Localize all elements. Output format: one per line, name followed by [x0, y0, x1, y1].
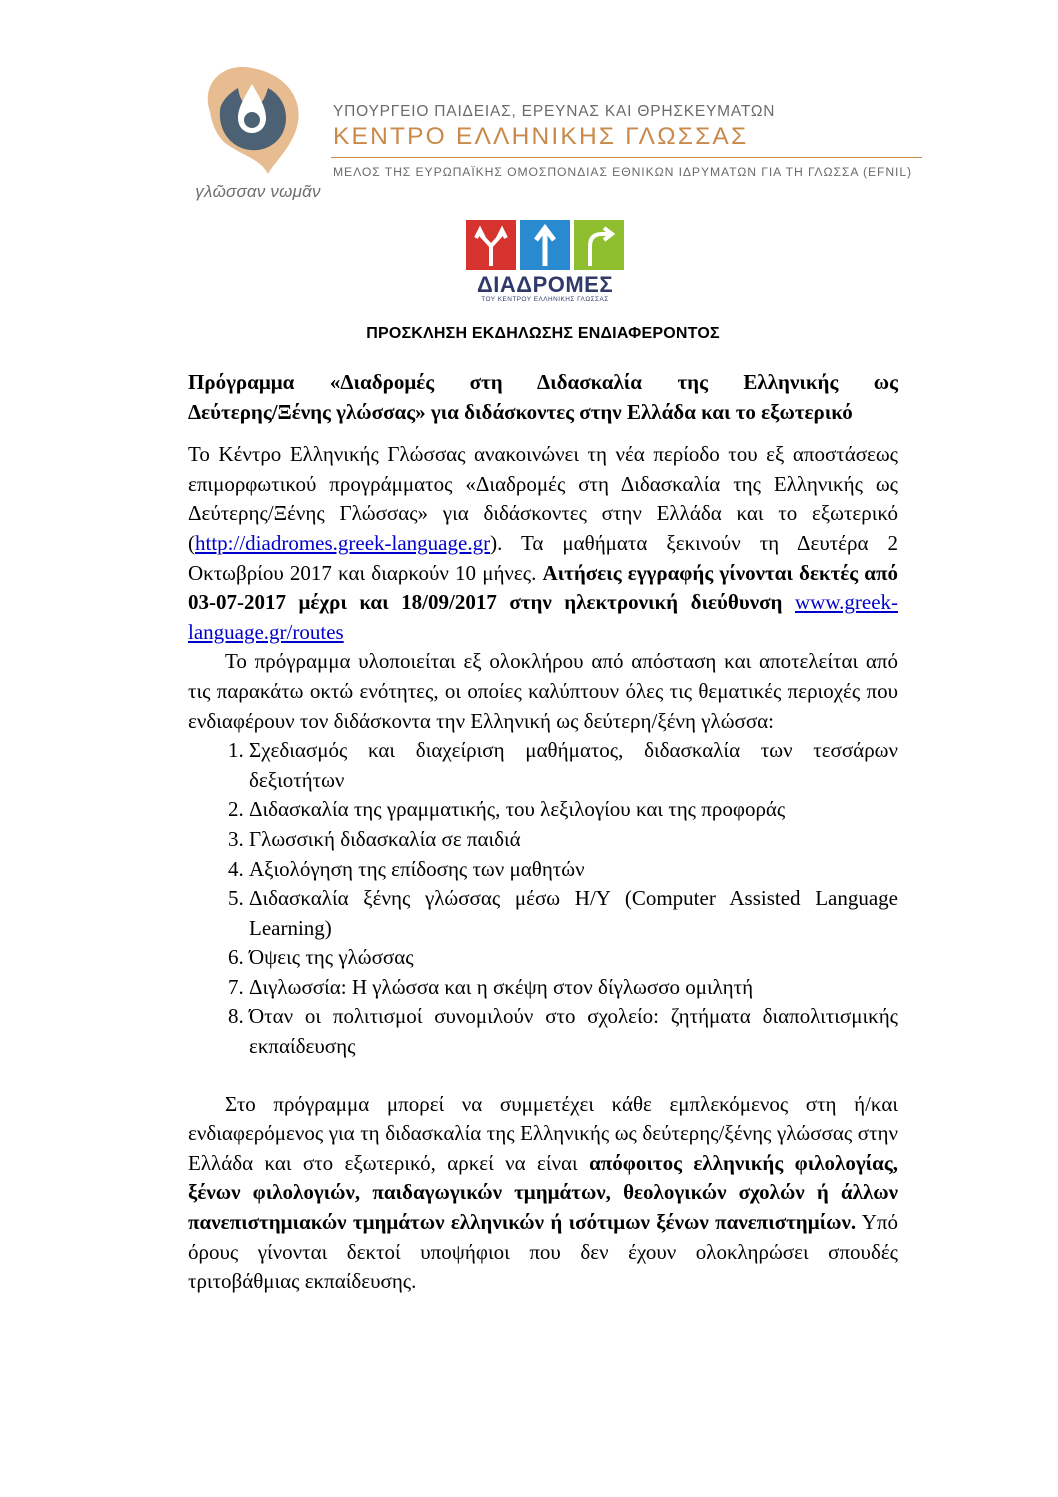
document-heading: ΠΡΟΣΚΛΗΣΗ ΕΚΔΗΛΩΣΗΣ ΕΝΔΙΑΦΕΡΟΝΤΟΣ: [366, 325, 720, 342]
program-title-line-1: Πρόγραμμα «Διαδρομές στη Διδασκαλία της Ελληνικής ως: [188, 370, 898, 394]
intro-text-1: Το Κέντρο Ελληνικής Γλώσσας ανακοινώνει τη νέα περίοδο του εξ αποστάσεως επιμορφωτικού προγράμματος «Διαδρομές στη Διδασκαλία της Ελληνικής ως Δεύτερης/Ξένης Γλώσσας» για διδάσκοντες στην Ελλάδα και το εξωτερικό (: [188, 442, 898, 555]
list-item: 5. Διδασκαλία ξένης γλώσσας μέσω Η/Υ (Computer Assisted Language Learning): [249, 884, 898, 943]
list-item: 3. Γλωσσική διδασκαλία σε παιδιά: [249, 825, 898, 855]
list-item: 7. Διγλωσσία: Η γλώσσα και η σκέψη στον δίγλωσσο ομιλητή: [249, 973, 898, 1003]
letterhead: [0, 0, 1058, 210]
intro-text-2: ). Τα μαθήματα ξεκινούν τη Δευτέρα 2 Οκτωβρίου 2017 και διαρκούν 10 μήνες.: [188, 530, 898, 585]
routes-logo-subtitle: ΤΟΥ ΚΕΝΤΡΟΥ ΕΛΛΗΝΙΚΗΣ ΓΛΩΣΣΑΣ: [481, 296, 609, 303]
routes-link[interactable]: www.greek-language.gr/routes: [188, 590, 899, 644]
eligibility-text-1: Στο πρόγραμμα μπορεί να συμμετέχει κάθε εμπλεκόμενος στη ή/και ενδιαφερόμενος για τη διδασκαλία της Ελληνικής ως δεύτερης/ξένης γλώσσας στην Ελλάδα και στο εξωτερικό, αρκεί να είναι: [188, 1091, 898, 1175]
diadromes-link[interactable]: http://diadromes.greek-language.gr: [195, 530, 491, 555]
program-title: [188, 368, 898, 427]
list-item: 6. Όψεις της γλώσσας: [249, 943, 898, 973]
list-item: 4. Αξιολόγηση της επίδοσης των μαθητών: [249, 855, 898, 885]
modules-list: [188, 736, 898, 1062]
greek-language-center-logo: [190, 62, 320, 177]
list-item: 8. Όταν οι πολιτισμοί συνομιλούν στο σχολείο: ζητήματα διαπολιτισμικής εκπαίδευσης: [249, 1002, 898, 1061]
efnil-membership: ΜΕΛΟΣ ΤΗΣ ΕΥΡΩΠΑΪΚΗΣ ΟΜΟΣΠΟΝΔΙΑΣ ΕΘΝΙΚΩΝ ΙΔΡΥΜΑΤΩΝ ΓΙΑ ΤΗ ΓΛΩΣΣΑ (EFNIL): [333, 165, 912, 179]
list-item: 2. Διδασκαλία της γραμματικής, του λεξιλογίου και της προφοράς: [249, 795, 898, 825]
ministry-name: ΥΠΟΥΡΓΕΙΟ ΠΑΙΔΕΙΑΣ, ΕΡΕΥΝΑΣ ΚΑΙ ΘΡΗΣΚΕΥΜΑΤΩΝ: [333, 103, 776, 120]
program-title-line-2: Δεύτερης/Ξένης γλώσσας» για διδάσκοντες στην Ελλάδα και το εξωτερικό: [188, 399, 853, 424]
eligibility-degrees: απόφοιτος ελληνικής φιλολογίας, ξένων φιλολογιών, παιδαγωγικών τμημάτων, θεολογικών σχολών ή άλλων πανεπιστημιακών τμημάτων ελληνικών ή ισότιμων ξένων πανεπιστημίων.: [188, 1150, 899, 1235]
document-body: [188, 368, 898, 1297]
program-description: Το πρόγραμμα υλοποιείται εξ ολοκλήρου από απόσταση και αποτελείται από τις παρακάτω οκτώ ενότητες, οι οποίες καλύπτουν όλες τις θεματικές περιοχές που ενδιαφέρουν τον διδάσκοντα την Ελληνική ως δεύτερη/ξένη γλώσσα:: [188, 649, 898, 733]
motto: γλῶσσαν νωμᾶν: [195, 182, 321, 201]
eligibility-text-2: Υπό όρους γίνονται δεκτοί υποψήφιοι που δεν έχουν ολοκληρώσει σπουδές τριτοβάθμιας εκπαίδευσης.: [188, 1210, 898, 1294]
header-divider: [331, 157, 922, 158]
center-name: ΚΕΝΤΡΟ ΕΛΛΗΝΙΚΗΣ ΓΛΩΣΣΑΣ: [333, 123, 749, 150]
application-dates: Αιτήσεις εγγραφής γίνονται δεκτές από 03-07-2017 μέχρι και 18/09/2017 στην ηλεκτρονική διεύθυνση: [188, 560, 898, 615]
routes-logo-title: ΔΙΑΔΡΟΜΕΣ: [476, 272, 614, 297]
intro-paragraph: [188, 440, 898, 647]
list-item: 1. Σχεδιασμός και διαχείριση μαθήματος, διδασκαλία των τεσσάρων δεξιοτήτων: [249, 736, 898, 795]
eligibility-paragraph: [188, 1090, 898, 1297]
